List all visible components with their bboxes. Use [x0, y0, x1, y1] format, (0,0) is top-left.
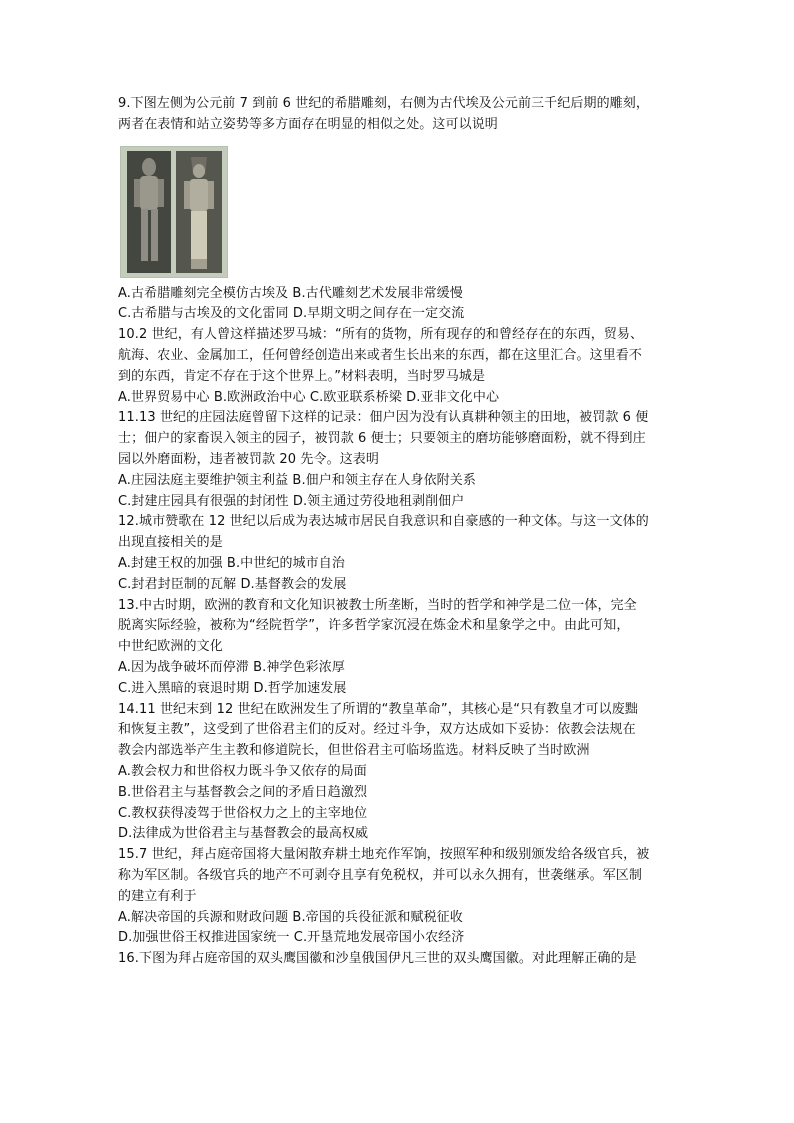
q14-stem-line-2: 和恢复主教”，这受到了世俗君主们的反对。经过斗争，双方达成如下妥协：依教会法规在 [118, 722, 636, 738]
q13-stem-line-3: 中世纪欧洲的文化 [118, 639, 223, 655]
q9-option-line-2: C.古希腊与古埃及的文化雷同 D.早期文明之间存在一定交流 [118, 306, 465, 322]
q11-option-line-1: A.庄园法庭主要维护领主利益 B.佃户和领主存在人身依附关系 [118, 472, 476, 488]
question-16 [118, 949, 683, 970]
question-13 [118, 596, 683, 700]
q11-stem-line-1: 11.13 世纪的庄园法庭曾留下这样的记录：佃户因为没有认真耕种领主的田地，被罚款 6 便 [118, 410, 649, 426]
q14-option-d: D.法律成为世俗君主与基督教会的最高权威 [118, 826, 369, 842]
q15-stem-line-2: 称为军区制。各级官兵的地产不可剥夺且享有免税权，并可以永久拥有，世袭继承。军区制 [118, 867, 643, 883]
q11-stem-line-3: 园以外磨面粉，违者被罚款 20 先令。这表明 [118, 451, 380, 467]
q15-option-line-2: D.加强世俗王权推进国家统一 C.开垦荒地发展帝国小农经济 [118, 930, 465, 946]
q10-stem-line-3: 到的东西，肯定不存在于这个世界上。”材料表明，当时罗马城是 [118, 368, 486, 384]
question-column [118, 94, 683, 970]
q9-stem-line-1: 9.下图左侧为公元前 7 到前 6 世纪的希腊雕刻，右侧为古代埃及公元前三千纪后期的雕刻， [118, 96, 649, 111]
q9-option-line-1: A.古希腊雕刻完全模仿古埃及 B.古代雕刻艺术发展非常缓慢 [118, 285, 463, 301]
q10-option-line-1: A.世界贸易中心 B.欧洲政治中心 C.欧亚联系桥梁 D.亚非文化中心 [118, 389, 500, 405]
q12-option-line-1: A.封建王权的加强 B.中世纪的城市自治 [118, 555, 345, 571]
q10-stem-line-2: 航海、农业、金属加工，任何曾经创造出来或者生长出来的东西，都在这里汇合。这里看不 [118, 347, 643, 363]
q9-stem-line-2: 两者在表情和站立姿势等多方面存在明显的相似之处。这可以说明 [118, 116, 498, 132]
q15-stem-line-3: 的建立有利于 [118, 888, 197, 904]
q11-stem-line-2: 士；佃户的家畜误入领主的园子，被罚款 6 便士；只要领主的磨坊能够磨面粉，就不得到庄 [118, 431, 646, 447]
q12-option-line-2: C.封君封臣制的瓦解 D.基督教会的发展 [118, 576, 347, 592]
q13-stem-line-2: 脱离实际经验，被称为“经院哲学”，许多哲学家沉浸在炼金术和星象学之中。由此可知， [118, 618, 630, 634]
q14-option-b: B.世俗君主与基督教会之间的矛盾日趋激烈 [118, 784, 368, 800]
q13-option-line-2: C.进入黑暗的衰退时期 D.哲学加速发展 [118, 680, 347, 696]
q13-stem-line-1: 13.中古时期，欧洲的教育和文化知识被教士所垄断，当时的哲学和神学是二位一体，完全 [118, 597, 637, 613]
q12-stem-line-1: 12.城市赞歌在 12 世纪以后成为表达城市居民自我意识和自豪感的一种文体。与这一文体的 [118, 514, 649, 530]
sculpture-figures-image [121, 147, 227, 277]
question-15 [118, 845, 683, 949]
q14-stem-line-3: 教会内部选举产生主教和修道院长，但世俗君主可临场监选。材料反映了当时欧洲 [118, 743, 590, 759]
question-12 [118, 512, 683, 595]
q14-option-c: C.教权获得凌驾于世俗权力之上的主宰地位 [118, 805, 368, 821]
q15-option-line-1: A.解决帝国的兵源和财政问题 B.帝国的兵役征派和赋税征收 [118, 909, 463, 925]
sculpture-photo [120, 146, 228, 278]
q16-stem-line-1: 16.下图为拜占庭帝国的双头鹰国徽和沙皇俄国伊凡三世的双头鹰国徽。对此理解正确的是 [118, 951, 637, 967]
q12-stem-line-2: 出现直接相关的是 [118, 535, 223, 551]
question-11 [118, 408, 683, 512]
q14-option-a: A.教会权力和世俗权力既斗争又依存的局面 [118, 763, 367, 779]
question-10 [118, 325, 683, 408]
q15-stem-line-1: 15.7 世纪，拜占庭帝国将大量闲散弃耕土地充作军饷，按照军种和级别颁发给各级官兵，被 [118, 847, 650, 863]
question-14 [118, 700, 683, 846]
q14-stem-line-1: 14.11 世纪末到 12 世纪在欧洲发生了所谓的“教皇革命”，其核心是“只有教皇才可以废黜 [118, 701, 638, 717]
q13-option-line-1: A.因为战争破坏而停滞 B.神学色彩浓厚 [118, 659, 345, 675]
q11-option-line-2: C.封建庄园具有很强的封闭性 D.领主通过劳役地租剥削佃户 [118, 493, 465, 509]
q10-stem-line-1: 10.2 世纪，有人曾这样描述罗马城：“所有的货物，所有现存的和曾经存在的东西，贸易、 [118, 327, 644, 343]
question-9 [118, 94, 683, 325]
